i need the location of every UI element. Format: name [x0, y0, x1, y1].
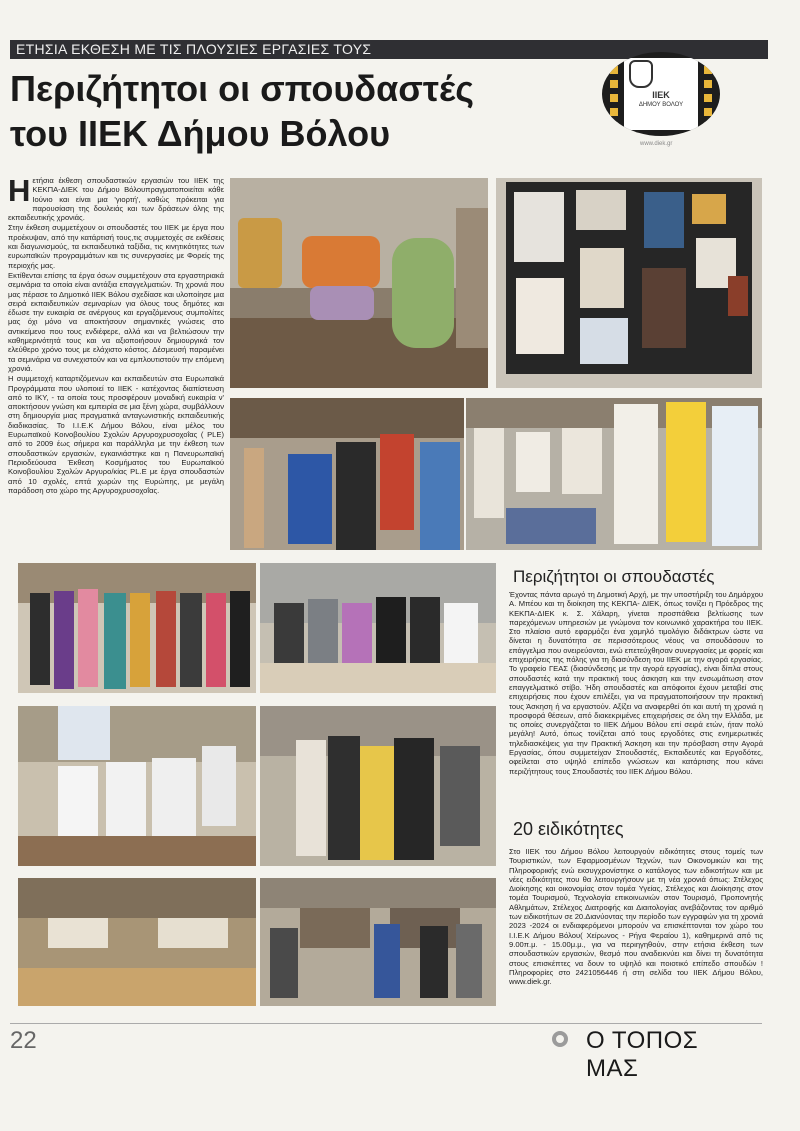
- logo-url: www.diek.gr: [640, 141, 673, 147]
- headline-line-2: του ΙΙΕΚ Δήμου Βόλου: [10, 113, 391, 154]
- photo-gallery-wall: [496, 178, 762, 388]
- photo-easels: [466, 398, 762, 550]
- drop-cap: Η: [8, 173, 31, 208]
- publication-brand: [552, 1027, 752, 1082]
- photo-visitors: [260, 878, 496, 1006]
- brand-name: Ο ΤΟΠΟΣ ΜΑΣ: [586, 1027, 699, 1082]
- intro-paragraph-3: Εκτίθενται επίσης τα έργα όσων συμμετέχουν στα εργαστηριακά σεμινάρια τα οποία είναι αντάξια επαγγελματιών. Τη χρονιά που μας πέρασε το Δημοτικό ΙΙΕΚ Βόλου σχεδίασε και υλοποίησε μια σειρά εκπαιδευτικών σεμιναρίων για όλους τους δημότες και έδωσε την ευκαιρία σε ανέργους και εργαζόμενους συμπολίτες μας όχι μόνο να αποκτήσουν σημαντικές γνώσεις στο αντικείμενο που τους ενδιέφερε, αλλά και να βελτιώσουν την καθημερινότητά τους και να αξιοποιήσουν δημιουργικά τον ελεύθερο χρόνο τους με ελάχιστο κόστος. Δέσμευσή παραμένει τα σεμινάρια να συνεχιστούν και να εμπλουτιστούν την επόμενη χρονιά.: [8, 270, 224, 373]
- photo-group-2: [260, 563, 496, 693]
- kicker-bar: ΕΤΗΣΙΑ ΕΚΘΕΣΗ ΜΕ ΤΙΣ ΠΛΟΥΣΙΕΣ ΕΡΓΑΣΙΕΣ ΤΟΥΣ: [10, 40, 768, 59]
- photo-chefs: [18, 706, 256, 866]
- photo-group-1: [18, 563, 256, 693]
- intro-column: [8, 173, 224, 496]
- owl-icon: [629, 60, 653, 88]
- section-title-specialties: 20 ειδικότητες: [513, 819, 624, 839]
- page-title: [10, 66, 600, 156]
- photo-fashion: [230, 398, 464, 550]
- brand-ring-icon: [552, 1031, 568, 1047]
- intro-paragraph-4: Η συμμετοχή καταρτιζόμενων και εκπαιδευτών στα Ευρωπαϊκά Προγράμματα που υλοποιεί το ΙΙΕΚ - κατέχοντας διαπίστευση από το ΙΚΥ, - τα οποία τους προσφέρουν μοναδική ευκαιρία ν' αποκτήσουν γνώση και εμπειρία σε μια ξένη χώρα, συμβάλλουν στη δημιουργία μιας πραγματικά ανταγωνιστικής εκπαιδευτικής διαδικασίας. Το Ι.Ι.Ε.Κ Δήμου Βόλου, είναι μέλος του Ευρωπαϊκού Κοινοβουλίου Σχολών Αργυροχρυσοχοΐας ( PLE) από το 2009 έως σήμερα και παράλληλα με την έκθεση των σπουδαστικών εργασιών, εγκαινιάστηκε και η Πανευρωπαϊκή Περιοδεύουσα Έκθεση Κοσμήματος του Ευρωπαϊκού Κοινοβουλίου Σχολών Αργυρο/κίας PL.E με έργα σπουδαστών από 10 σχολές, επτά χωρών της Ευρώπης, με μεγάλη παράδοση στο χώρο της Αργυροχρυσοχοΐας.: [8, 374, 224, 495]
- logo-badge: [602, 52, 720, 136]
- headline-line-1: Περιζήτητοι οι σπουδαστές: [10, 68, 474, 109]
- intro-paragraph-2: Στην έκθεση συμμετέχουν οι σπουδαστές του ΙΙΕΚ με έργα που προέκυψαν, από την κατάρτισή τους,τις συμμετοχές σε εκθέσεις και διαγωνισμούς, τα εκπαιδευτικά ταξίδια, τις κινητικότητες των ευρωπαϊκών προγραμμάτων και τις συνεργασίες με Φορείς της περιοχής μας.: [8, 223, 224, 270]
- photo-group-3: [260, 706, 496, 866]
- intro-paragraph-1: Ηετήσια έκθεση σπουδαστικών εργασιών του ΙΙΕΚ της ΚΕΚΠΑ-ΔΙΕΚ του Δήμου Βόλουπραγματοποιείται κάθε Ιούνιο και είναι μια 'γιορτή', καθώς πρόκειται για παρουσίαση της δουλειάς και των δράσεων όλης της εκπαιδευτικής χρονιάς.: [8, 173, 224, 223]
- photo-exhibition-hall: [18, 878, 256, 1006]
- section-body-students: Έχοντας πάντα αρωγό τη Δημοτική Αρχή, με την υποστήριξη του Δημάρχου Α. Μπέου και τη διοίκηση της ΚΕΚΠΑ- ΔΙΕΚ, όπως τονίζει η Πρόεδρος της ΚΕΚΠΑ-ΔΙΕΚ κ. Σ. Χάλαρη, γίνεται προσπάθεια βελτίωσης των παρεχόμενων υπηρεσιών με γνώμονα τον κοινωνικό χαρακτήρα του ΙΙΕΚ. Στο πλαίσιο αυτό εφαρμόζει ένα χαμηλό τιμολόγιο διδάκτρων ώστε να δίνεται η δυνατότητα σε περισσότερους νέους να σπουδάσουν το επάγγελμα που ονειρεύονται, ενώ επετεύχθησαν συνεργασίες με φορείς και επιχειρήσεις της πόλης για τη διασύνδεση του ΙΙΕΚ με την αγορά εργασίας. Το γραφείο ΓΕΑΣ (διασύνδεσης με την αγορά εργασίας), είναι δίπλα στους σπουδαστές κατά την πρακτική τους άσκηση και την ενσωμάτωση στον επαγγελματικό στίβο. Ήδη σπουδαστές και απόφοιτοι έχουν μεταβεί στις επιχειρήσεις που έχουν επιλέξει, για να πραγματοποιήσουν την πρακτική τους Άσκηση ή να εργαστούν. Αξίζει να αναφερθεί ότι και αυτή τη χρονιά η προσφορά θέσεων, από διακεκριμένες επιχειρήσεις σε όλη την Ελλάδα, με τις οποίες συνεργάζεται το ΙΙΕΚ Δήμου Βόλου επί σειρά ετών, ήταν πολύ μεγάλη! Αυτό, όπως τονίζεται από τους εργοδότες στις ενημερωτικές τηλεδιασκέψεις για την Πρακτική Άσκηση και την πρόσβαση στην Αγορά Εργασίας, όπου συμμετείχαν Σπουδαστές, Εκπαιδευτές και Εργοδότες, οφείλεται στο υψηλό επίπεδο γνώσεων και κατάρτισης που κάνει περιζήτητους τους Σπουδαστές του ΙΙΕΚ Δήμου Βόλου.: [509, 590, 763, 776]
- section-body-specialties: Στο ΙΙΕΚ του Δήμου Βόλου λειτουργούν ειδικότητες στους τομείς των Τουριστικών, των Εφαρμοσμένων Τεχνών, των Οικονομικών και της Πληροφορικής ενώ εκσυγχρονίστηκε ο κατάλογος των ειδικοτήτων και με νέες ειδικότητες που θα λειτουργήσουν με τη νέα χρονιά όπως: Στέλεχος Διοίκησης και οικονομίας στον τομέα Υγείας, Στέλεχος και Διοίκησης στον τομέα Τουρισμού, Τεχνολογία επικοινωνιών στον Τουρισμό, Προπονητής Αθλημάτων, Στέλεχος Διατροφής και Διαιτολογίας ανεβάζοντας τον αριθμό των ειδικοτήτων σε 20.Διανύοντας την περίοδο των εγγραφών για τη χρονιά 2023 -2024 οι ενδιαφερόμενοι μπορούν να επισκέπτονται τον χώρο του Ι.Ι.Ε.Κ Δήμου Βόλου( Χείρωνος - Ρήγα Φεραίου 1), καθημερινά από τις 9.00π.μ. - 15.00μ.μ., για να περιηγηθούν, στην ετήσια έκθεση των σπουδαστικών εργασιών, θεσμό που αναδεικνύει και δίνει τη δυνατότητα στους επισκέπτες να δουν το υψηλό και ποιοτικό επίπεδο σπουδών ! Πληροφορίες στο 2421056446 ή στη σελίδα του ΙΙΕΚ Δήμου Βόλου, www.diek.gr.: [509, 847, 763, 987]
- iiek-logo: [600, 52, 724, 136]
- footer-divider: [10, 1023, 762, 1024]
- section-title-students: Περιζήτητοι οι σπουδαστές: [513, 567, 715, 586]
- photo-ceramics: [230, 178, 488, 388]
- page-number: 22: [10, 1027, 37, 1054]
- logo-subtitle: ΔΗΜΟΥ ΒΟΛΟΥ: [638, 102, 684, 108]
- logo-name: ΙΙΕΚ: [652, 90, 670, 100]
